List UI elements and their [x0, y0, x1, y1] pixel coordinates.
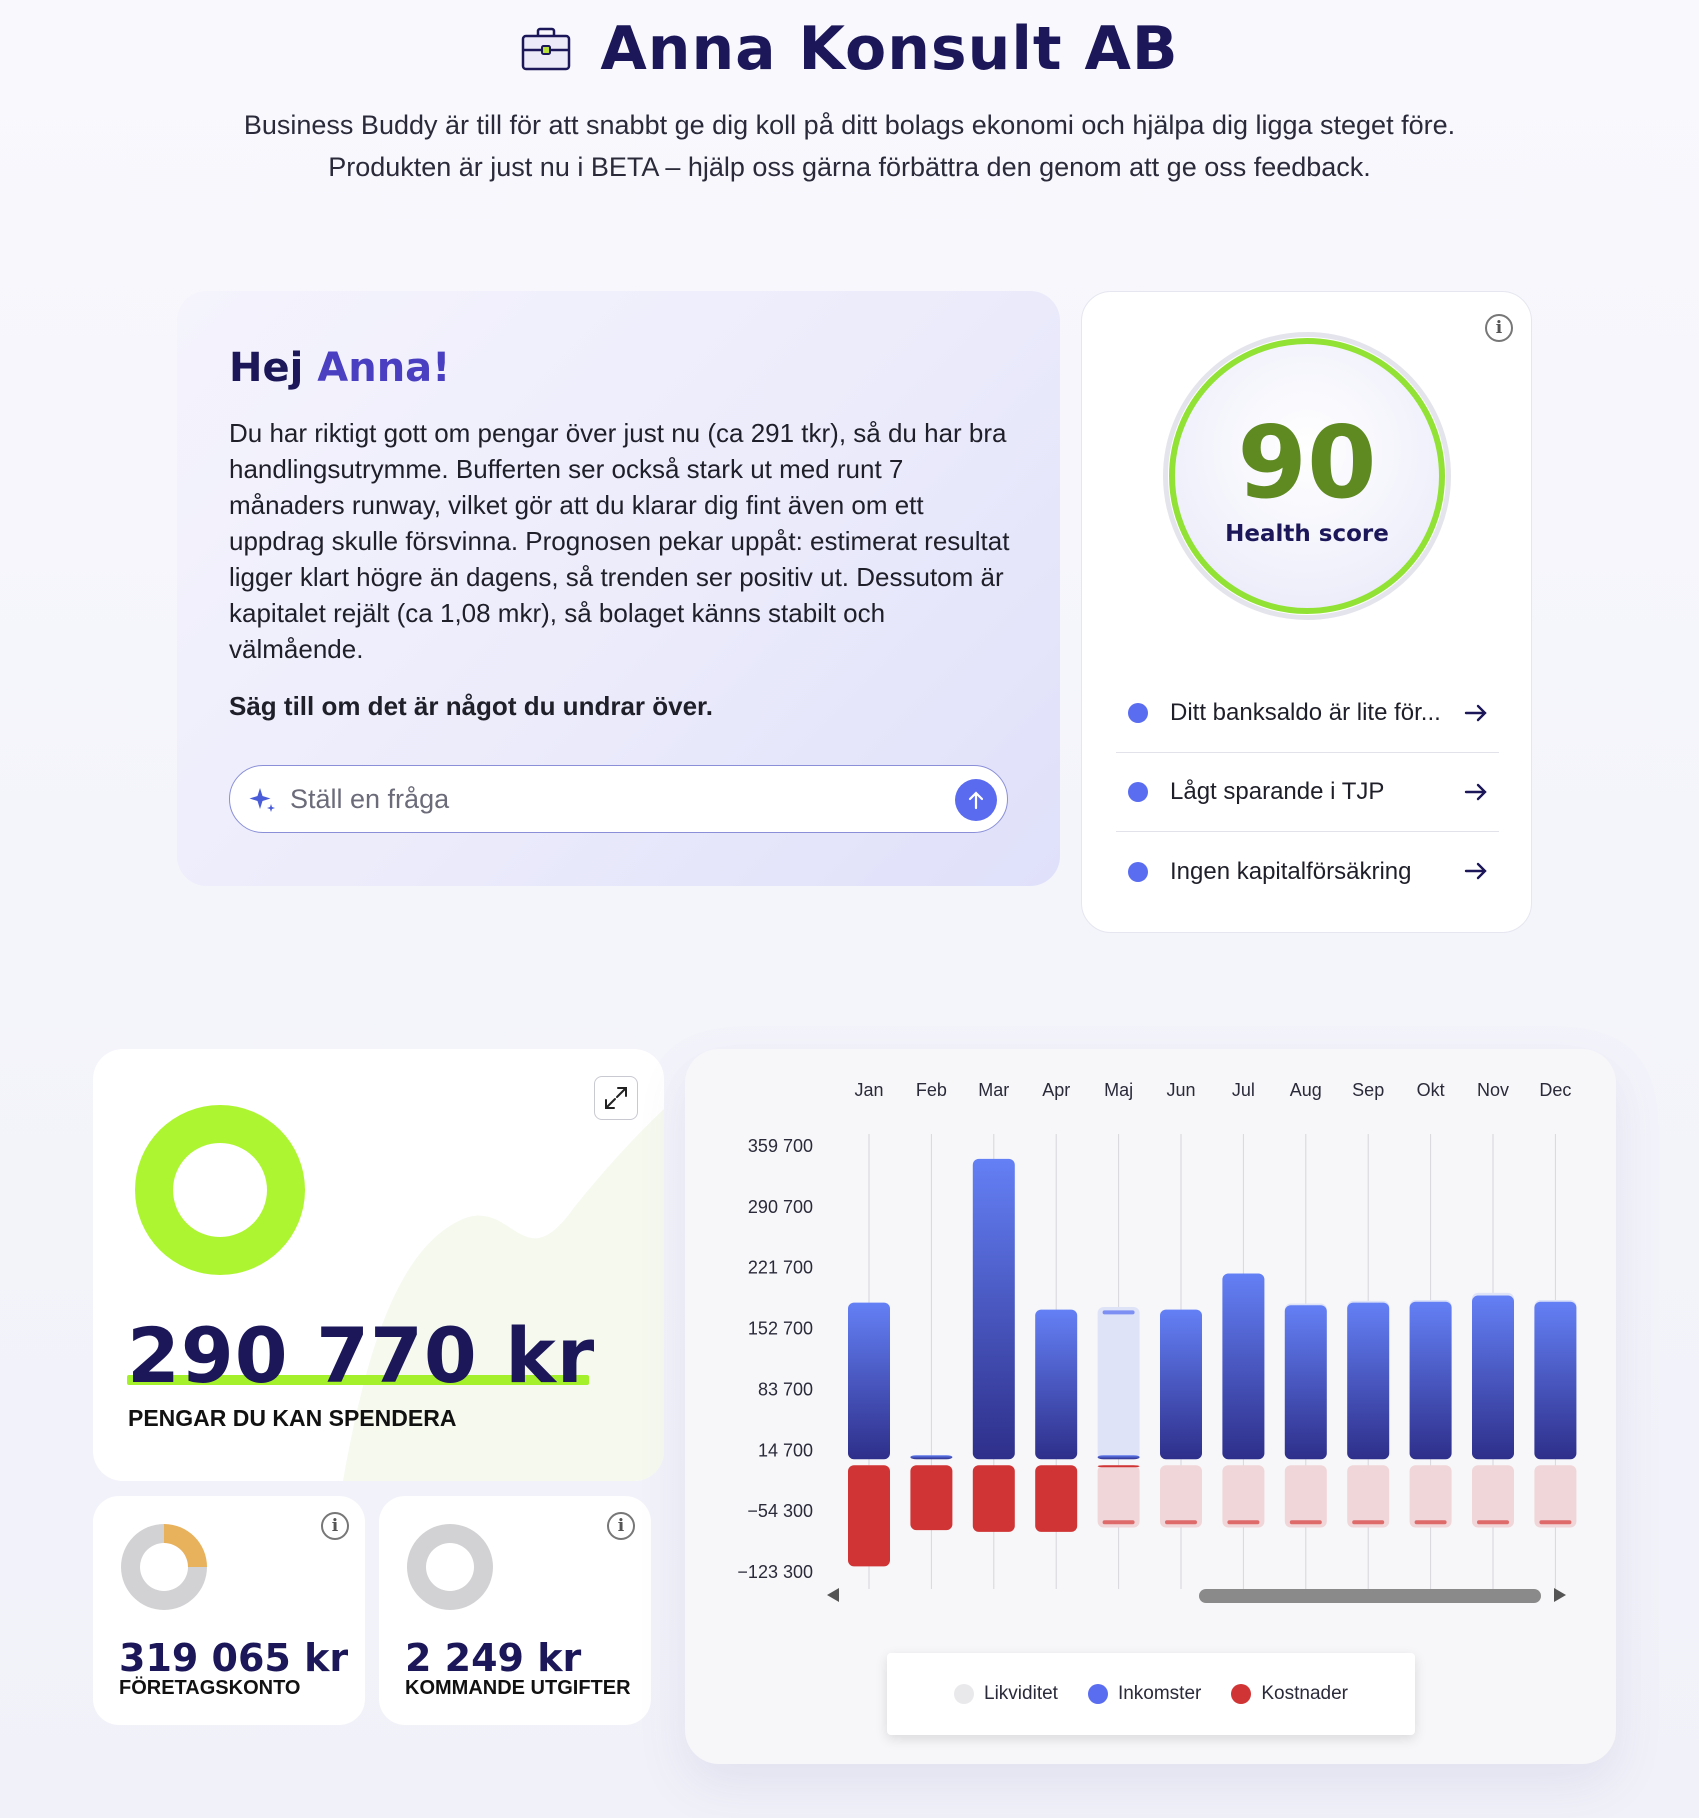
forecast-cost-bar: [1160, 1465, 1202, 1527]
company-account-card: [93, 1496, 365, 1725]
spend-donut-chart: [135, 1105, 305, 1275]
x-tick-label: Sep: [1352, 1080, 1385, 1100]
arrow-right-icon: [1463, 858, 1489, 884]
donut-hole: [426, 1543, 474, 1591]
company-account-amount: 319 065 kr: [119, 1636, 349, 1680]
income-bar: [1534, 1302, 1576, 1460]
upcoming-expenses-donut: [407, 1524, 493, 1610]
donut-hole: [173, 1143, 267, 1237]
expand-button[interactable]: [594, 1076, 638, 1120]
forecast-cost-bar: [1410, 1465, 1452, 1527]
x-tick-label: Jan: [854, 1080, 884, 1100]
health-tip-text: Ditt banksaldo är lite för...: [1170, 699, 1441, 726]
x-tick-label: Jul: [1231, 1080, 1255, 1100]
health-score-ring: [1163, 332, 1451, 620]
expand-icon: [603, 1085, 629, 1111]
spend-amount: 290 770 kr: [127, 1311, 596, 1400]
income-bar: [1222, 1274, 1264, 1460]
income-bar: [1410, 1302, 1452, 1460]
y-tick-label: −123 300: [737, 1562, 813, 1582]
greeting-ask-line: Säg till om det är något du undrar över.: [229, 691, 713, 721]
briefcase-icon: [520, 26, 572, 72]
company-account-info-button[interactable]: [321, 1512, 349, 1540]
y-tick-label: 221 700: [747, 1257, 813, 1278]
legend-label: Kostnader: [1261, 1683, 1348, 1704]
forecast-cost-bar: [1285, 1465, 1327, 1527]
income-bar: [1035, 1310, 1077, 1460]
bullet-dot: [1128, 862, 1148, 882]
forecast-cost-bar: [1222, 1465, 1264, 1527]
arrow-right-icon: [1463, 779, 1489, 805]
y-tick-label: 359 700: [747, 1136, 813, 1156]
subtitle-line-1: Business Buddy är till för att snabbt ge dig koll på ditt bolags ekonomi och hjälpa dig ligga steget före.: [243, 110, 1456, 140]
health-score-inner: [1169, 338, 1445, 614]
legend-item-likviditet[interactable]: [954, 1683, 1058, 1705]
scroll-right-arrow: [1554, 1588, 1566, 1602]
arrow-up-icon: [965, 789, 987, 811]
forecast-cost-bar: [1472, 1465, 1514, 1527]
y-tick-label: 290 700: [747, 1196, 813, 1217]
legend-swatch: [1231, 1684, 1251, 1704]
x-tick-label: Aug: [1289, 1080, 1322, 1100]
bullet-dot: [1128, 782, 1148, 802]
x-tick-label: Mar: [978, 1080, 1010, 1100]
scroll-left-arrow: [827, 1588, 839, 1602]
x-tick-label: Okt: [1416, 1080, 1445, 1100]
header-subtitle: [0, 104, 1699, 188]
legend-swatch: [1088, 1684, 1108, 1704]
health-tips-list: [1116, 674, 1499, 911]
income-bar: [1285, 1305, 1327, 1459]
info-icon: i: [617, 1516, 625, 1536]
x-tick-label: Maj: [1104, 1080, 1134, 1100]
forecast-cost-bar: [1347, 1465, 1389, 1527]
health-tip-text: Lågt sparande i TJP: [1170, 778, 1385, 805]
scrollbar-thumb: [1199, 1589, 1541, 1603]
health-score-card: [1081, 291, 1532, 933]
company-title: Anna Konsult AB: [600, 14, 1179, 84]
x-tick-label: Nov: [1476, 1080, 1510, 1100]
header: [0, 14, 1699, 188]
upcoming-expenses-label: KOMMANDE UTGIFTER: [405, 1677, 631, 1699]
health-score-label: Health score: [1225, 521, 1389, 547]
info-icon: i: [1495, 318, 1503, 338]
income-bar: [1472, 1296, 1514, 1460]
x-tick-label: Apr: [1042, 1080, 1071, 1100]
greeting-heading: [229, 345, 1008, 391]
income-bar: [1347, 1303, 1389, 1460]
upcoming-expenses-info-button[interactable]: [607, 1512, 635, 1540]
send-question-button[interactable]: [955, 779, 997, 821]
chart-legend: [887, 1653, 1415, 1735]
health-info-button[interactable]: [1485, 314, 1513, 342]
health-tip-item[interactable]: [1116, 674, 1499, 753]
income-bar: [973, 1159, 1015, 1459]
legend-swatch: [954, 1684, 974, 1704]
bullet-dot: [1128, 703, 1148, 723]
greeting-message: Du har riktigt gott om pengar över just nu (ca 291 tkr), så du har bra handlingsutrymme. Bufferten ser också stark ut med runt 7 månaders runway, vilket gör att du klarar dig fint även om ett uppdrag skulle försvinna. Prognosen pekar uppåt: estimerat resultat ligger klart högre än dagens, så trenden ser positiv ut. Dessutom är kapitalet rejält (ca 1,08 mkr), så bolaget känns stabilt och välmående.: [229, 418, 1010, 664]
spend-label: PENGAR DU KAN SPENDERA: [128, 1405, 457, 1431]
greeting-name: Anna!: [317, 345, 451, 391]
forecast-income-bar: [1098, 1307, 1140, 1459]
upcoming-expenses-amount: 2 249 kr: [405, 1636, 582, 1680]
cashflow-chart-card: [685, 1049, 1616, 1764]
income-bar: [1160, 1310, 1202, 1460]
legend-item-inkomster[interactable]: [1088, 1683, 1201, 1705]
x-tick-label: Feb: [915, 1080, 947, 1100]
company-account-label: FÖRETAGSKONTO: [119, 1677, 301, 1699]
cost-bar: [1035, 1465, 1077, 1532]
ask-question-box[interactable]: [229, 765, 1008, 833]
ask-question-input[interactable]: [290, 776, 910, 822]
arrow-right-icon: [1463, 700, 1489, 726]
spendable-money-card: [93, 1049, 664, 1481]
info-icon: i: [331, 1516, 339, 1536]
y-tick-label: 152 700: [747, 1318, 813, 1339]
cost-bar: [848, 1465, 890, 1566]
greeting-card: [177, 291, 1060, 886]
x-tick-label: Jun: [1166, 1080, 1196, 1100]
income-bar: [910, 1455, 952, 1459]
health-score-value: 90: [1237, 404, 1377, 521]
upcoming-expenses-card: [379, 1496, 651, 1725]
health-tip-item[interactable]: [1116, 832, 1499, 911]
cost-bar: [1098, 1465, 1140, 1467]
y-tick-label: 83 700: [757, 1379, 813, 1400]
cashflow-chart: [685, 1049, 1616, 1649]
legend-label: Likviditet: [984, 1683, 1058, 1704]
income-bar: [1098, 1455, 1140, 1459]
forecast-cost-bar: [1098, 1465, 1140, 1527]
health-tip-text: Ingen kapitalförsäkring: [1170, 857, 1412, 885]
cost-bar: [910, 1465, 952, 1530]
legend-label: Inkomster: [1117, 1683, 1202, 1704]
cost-bar: [973, 1465, 1015, 1532]
forecast-cost-bar: [1534, 1465, 1576, 1527]
health-tip-item[interactable]: [1116, 753, 1499, 832]
x-tick-label: Dec: [1539, 1080, 1572, 1100]
donut-hole: [140, 1543, 188, 1591]
sparkle-icon: [246, 784, 278, 816]
legend-item-kostnader[interactable]: [1231, 1683, 1348, 1705]
company-account-donut: [121, 1524, 207, 1610]
income-bar: [848, 1303, 890, 1460]
greeting-hello: Hej: [229, 345, 304, 391]
y-tick-label: 14 700: [757, 1440, 813, 1461]
y-tick-label: −54 300: [747, 1501, 813, 1522]
subtitle-line-2: Produkten är just nu i BETA – hjälp oss gärna förbättra den genom att ge oss feedback.: [328, 152, 1371, 182]
